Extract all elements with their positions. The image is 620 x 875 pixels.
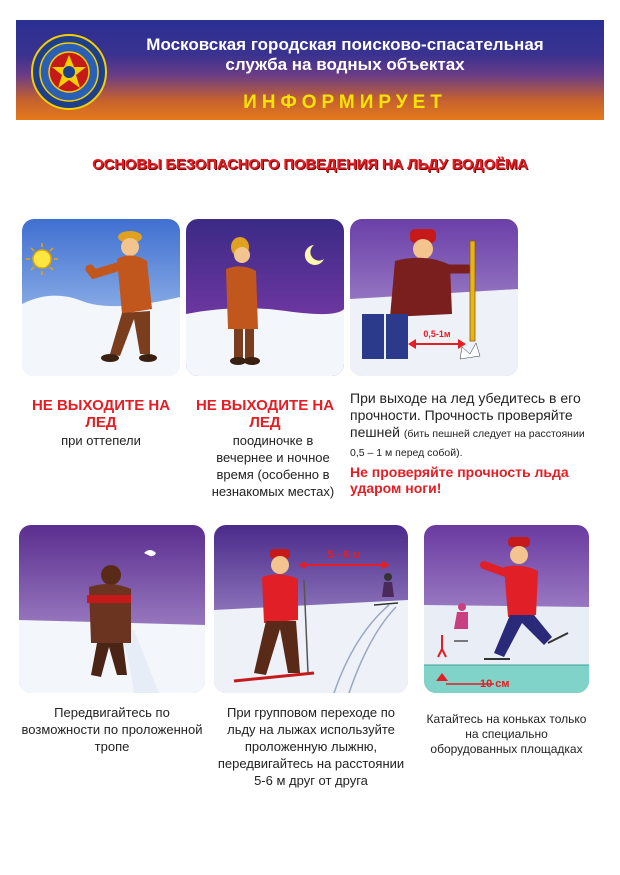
panel3-note: (бить пешней следует на расстоянии 0,5 – 1 м перед собой). <box>350 428 585 459</box>
panel-skiing <box>214 525 408 693</box>
panel-skating <box>424 525 589 693</box>
panel6-thickness-label: 10 см <box>480 678 510 690</box>
panel3-warning: Не проверяйте прочность льда ударом ноги! <box>350 464 569 496</box>
panel3-distance-label: 0,5-1м <box>423 329 451 339</box>
panel1-warning: НЕ ВЫХОДИТЕ НА ЛЕД <box>31 397 171 431</box>
header-title-line2: служба на водных объектах <box>225 55 465 74</box>
panel-thaw <box>22 219 180 376</box>
panel4-caption: Передвигайтесь по возможности по проложенной тропе <box>21 705 203 754</box>
panel-ice-pick <box>350 219 518 376</box>
panel-path <box>19 525 205 693</box>
panel3-caption <box>350 390 595 496</box>
emblem-icon <box>30 33 108 111</box>
header-informs: ИНФОРМИРУЕТ <box>243 92 447 113</box>
panel2-caption: поодиночке в вечернее и ночное время (особенно в незнакомых местах) <box>211 433 335 499</box>
page-title: ОСНОВЫ БЕЗОПАСНОГО ПОВЕДЕНИЯ НА ЛЬДУ ВОДОЁМА <box>92 156 528 173</box>
panel5-distance-label: 5 - 6 м <box>327 549 361 561</box>
panel5-caption: При групповом переходе по льду на лыжах используйте проложенную лыжню, передвигайтесь на расстоянии 5-6 м друг от друга <box>217 705 405 788</box>
panel1-caption: при оттепели <box>61 433 141 448</box>
panel3-text: При выходе на лед убедитесь в его прочности. Прочность проверяйте пешней <box>350 390 581 440</box>
panel-night <box>186 219 344 376</box>
panel6-caption: Катайтесь на коньках только на специально оборудованных площадках <box>426 712 587 756</box>
panel2-warning: НЕ ВЫХОДИТЕ НА ЛЕД <box>195 397 335 431</box>
header-title-line1: Московская городская поисково-спасательная <box>146 35 544 54</box>
